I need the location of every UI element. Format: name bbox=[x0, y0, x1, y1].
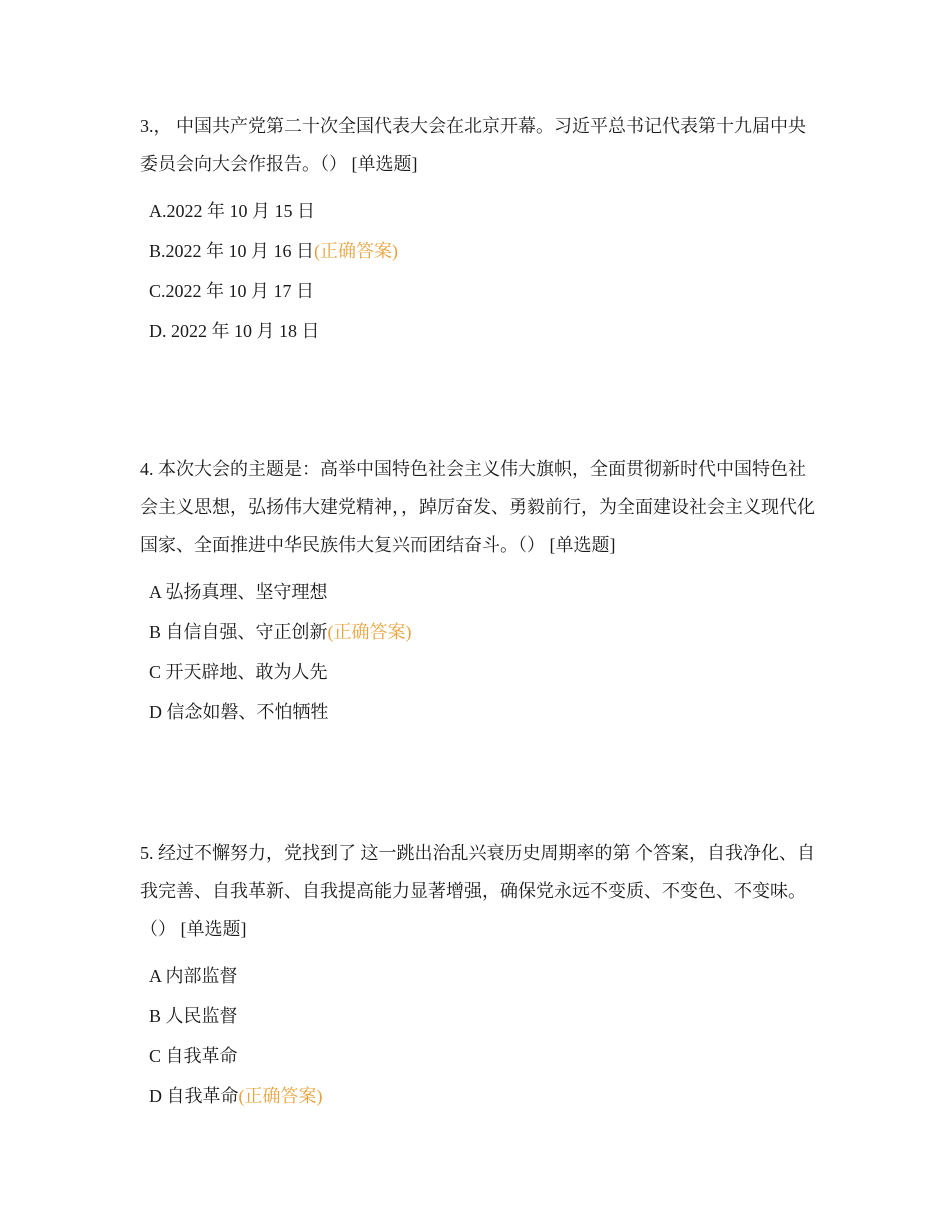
option-c bbox=[140, 271, 820, 311]
option-b bbox=[140, 231, 820, 271]
option-c bbox=[140, 652, 820, 692]
option-a bbox=[140, 572, 820, 612]
question-stem: 3.， 中国共产党第二十次全国代表大会在北京开幕。习近平总书记代表第十九届中央委员会向大会作报告。（） [单选题] bbox=[140, 116, 806, 174]
option-text: B.2022 年 10 月 16 日 bbox=[149, 241, 315, 261]
question-stem: 5. 经过不懈努力，党找到了 这一跳出治乱兴衰历史周期率的第 个答案，自我净化、自我完善、自我革新、自我提高能力显著增强，确保党永远不变质、不变色、不变味。（） [单选题] bbox=[140, 843, 815, 939]
option-text: A.2022 年 10 月 15 日 bbox=[149, 201, 315, 221]
option-a bbox=[140, 191, 820, 231]
question-stem: 4. 本次大会的主题是：高举中国特色社会主义伟大旗帜，全面贯彻新时代中国特色社会主义思想，弘扬伟大建党精神，，踔厉奋发、勇毅前行，为全面建设社会主义现代化国家、全面推进中华民族伟大复兴而团结奋斗。（） [单选题] bbox=[140, 459, 815, 555]
option-text: D 信念如磐、不怕牺牲 bbox=[149, 702, 329, 722]
correct-answer-marker: (正确答案) bbox=[314, 241, 399, 261]
correct-answer-marker: (正确答案) bbox=[238, 1086, 323, 1106]
option-text: C 自我革命 bbox=[149, 1046, 238, 1066]
option-d bbox=[140, 1076, 820, 1116]
option-a bbox=[140, 956, 820, 996]
option-c bbox=[140, 1036, 820, 1076]
option-text: D 自我革命 bbox=[149, 1086, 239, 1106]
option-text: A 弘扬真理、坚守理想 bbox=[149, 582, 328, 602]
option-list bbox=[140, 572, 820, 732]
question-3 bbox=[140, 107, 820, 351]
correct-answer-marker: (正确答案) bbox=[327, 622, 412, 642]
option-b bbox=[140, 996, 820, 1036]
option-list bbox=[140, 956, 820, 1116]
option-list bbox=[140, 191, 820, 351]
option-text: D. 2022 年 10 月 18 日 bbox=[149, 321, 320, 341]
option-text: B 人民监督 bbox=[149, 1006, 238, 1026]
option-d bbox=[140, 311, 820, 351]
option-text: C.2022 年 10 月 17 日 bbox=[149, 281, 315, 301]
question-5 bbox=[140, 834, 820, 1116]
option-text: A 内部监督 bbox=[149, 966, 238, 986]
option-text: C 开天辟地、敢为人先 bbox=[149, 662, 328, 682]
option-b bbox=[140, 612, 820, 652]
option-text: B 自信自强、守正创新 bbox=[149, 622, 328, 642]
option-d bbox=[140, 692, 820, 732]
question-4 bbox=[140, 450, 820, 732]
